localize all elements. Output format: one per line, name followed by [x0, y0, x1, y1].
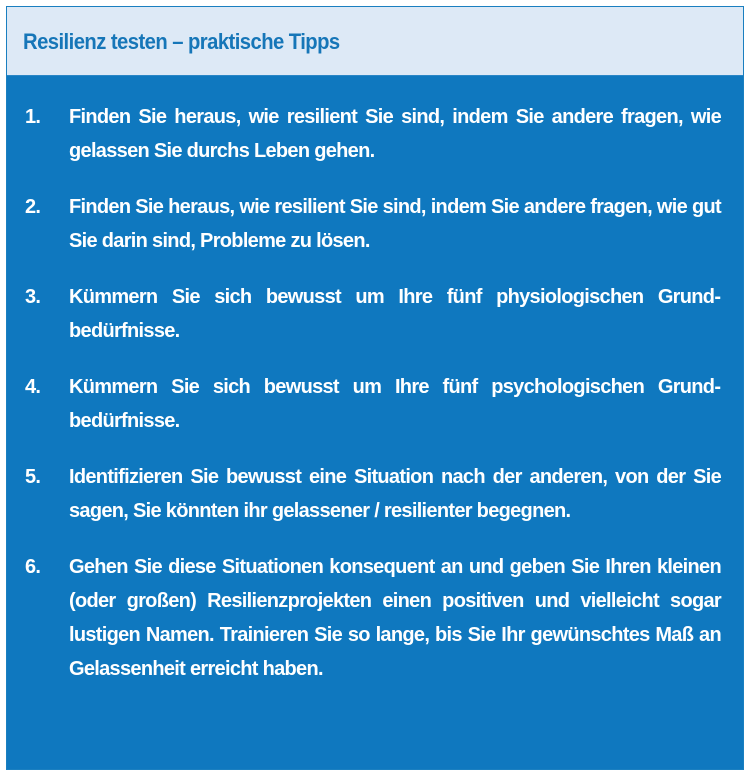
- tip-item: [7, 460, 743, 528]
- tips-list: [7, 100, 743, 708]
- tip-number: 2.: [25, 196, 41, 218]
- tips-box: [6, 6, 744, 770]
- tip-item: [7, 550, 743, 686]
- tip-number: 4.: [25, 376, 41, 398]
- tip-number: 3.: [25, 286, 41, 308]
- tip-number: 6.: [25, 556, 41, 578]
- tip-text: Kümmern Sie sich bewusst um Ihre fünf physiologischen Grundbedürfnisse.: [69, 286, 721, 342]
- tip-text: Finden Sie heraus, wie resilient Sie sind, indem Sie andere fragen, wie gut Sie darin sind, Probleme zu lösen.: [69, 196, 721, 252]
- tip-text: Gehen Sie diese Situationen konsequent an und geben Sie Ihren kleinen (oder großen) Resilienzprojekten einen positiven und vielleicht sogar lustigen Namen. Trainieren Sie so lange, bis Sie Ihr gewünschtes Maß an Gelassenheit erreicht haben.: [69, 556, 721, 680]
- tip-item: [7, 280, 743, 348]
- tip-item: [7, 370, 743, 438]
- tip-number: 1.: [25, 106, 41, 128]
- tip-text: Finden Sie heraus, wie resilient Sie sind, indem Sie andere fragen, wie gelassen Sie durchs Leben gehen.: [69, 106, 721, 162]
- tip-text: Identifizieren Sie bewusst eine Situation nach der anderen, von der Sie sagen, Sie könnten ihr gelassener / resilienter begegnen.: [69, 466, 721, 522]
- tip-item: [7, 190, 743, 258]
- tips-header: [7, 7, 743, 76]
- tip-text: Kümmern Sie sich bewusst um Ihre fünf psychologischen Grundbedürfnisse.: [69, 376, 721, 432]
- tip-number: 5.: [25, 466, 41, 488]
- tips-title: Resilienz testen – praktische Tipps: [23, 29, 340, 54]
- tip-item: [7, 100, 743, 168]
